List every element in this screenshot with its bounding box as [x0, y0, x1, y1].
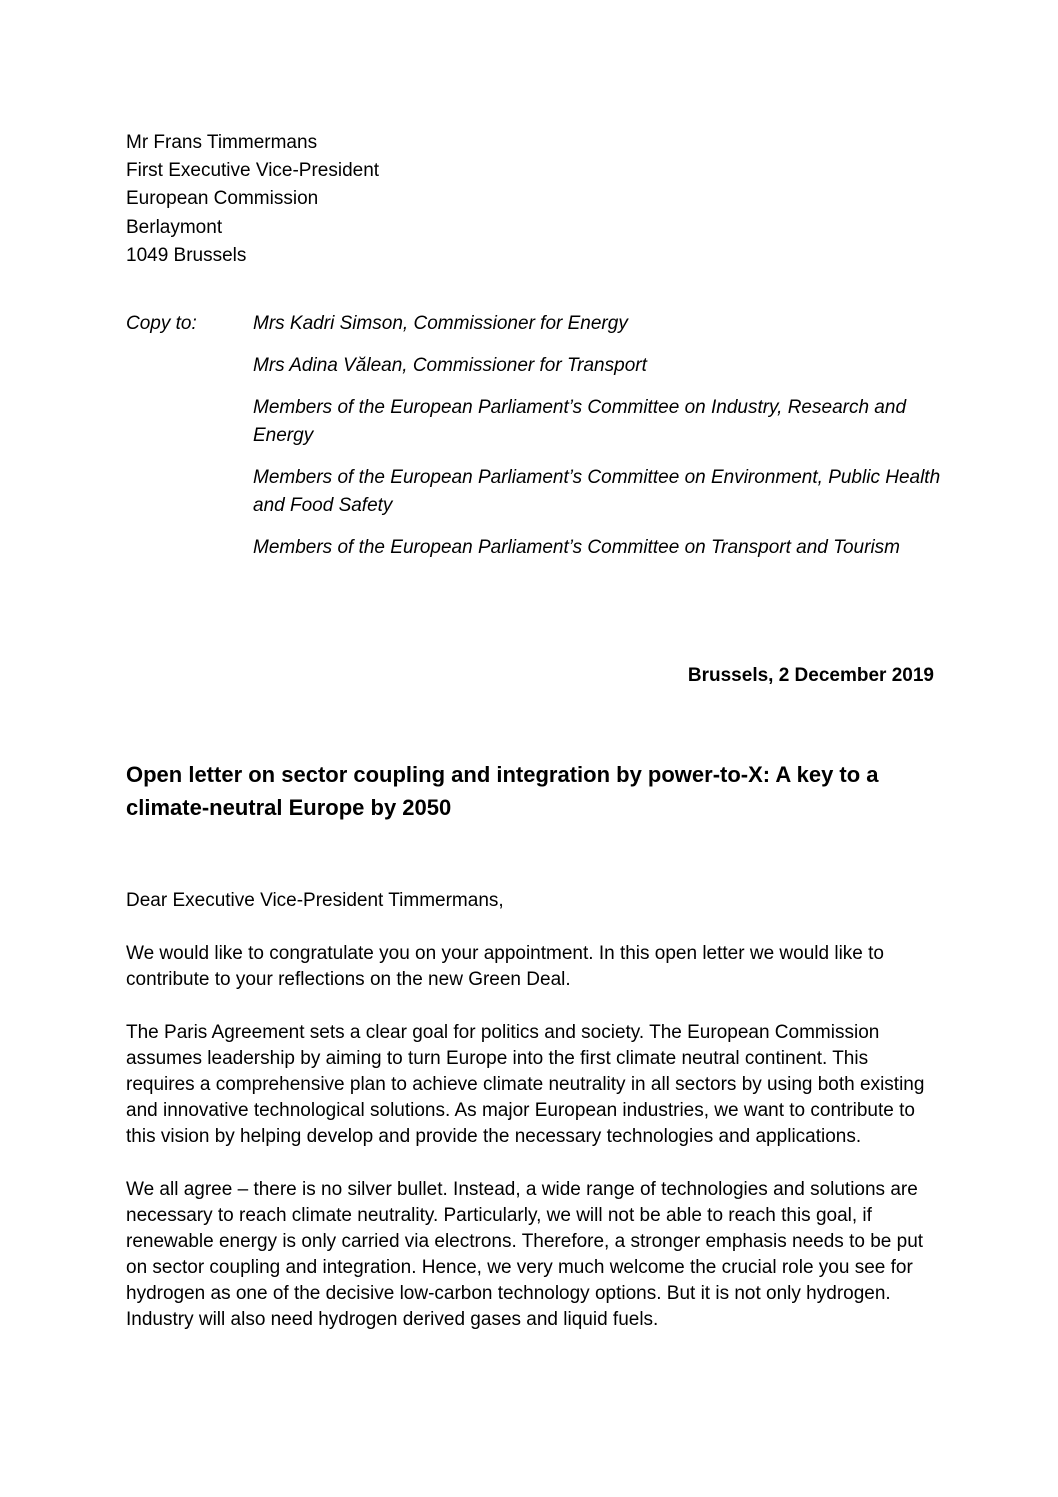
copy-recipient: Mrs Kadri Simson, Commissioner for Energy — [253, 313, 628, 334]
recipient-building: Berlaymont — [126, 216, 223, 238]
copy-recipient: Members of the European Parliament’s Committee on Industry, Research and Energy — [253, 397, 907, 446]
recipient-name: Mr Frans Timmermans — [126, 132, 318, 153]
copy-recipient: Mrs Adina Vălean, Commissioner for Transport — [253, 355, 647, 376]
copy-recipient: Members of the European Parliament’s Committee on Environment, Public Health and Food Safety — [253, 467, 941, 516]
salutation: Dear Executive Vice-President Timmermans, — [126, 890, 504, 911]
recipient-organization: European Commission — [126, 188, 319, 210]
body-paragraph: We all agree – there is no silver bullet. Instead, a wide range of technologies and solutions are necessary to reach climate neutrality. Particularly, we will not be able to reach this goal, if renewable energy is only carried via electrons. Therefore, a stronger emphasis needs to be put on sector coupling and integration. Hence, we very much welcome the crucial role you see for hydrogen as one of the decisive low-carbon technology options. But it is not only hydrogen. Industry will also need hydrogen derived gases and liquid fuels. — [126, 1179, 924, 1330]
letter-subject: Open letter on sector coupling and integration by power-to-X: A key to a climate-neutral Europe by 2050 — [126, 762, 879, 820]
copy-recipient-list — [253, 310, 943, 576]
body-paragraph: We would like to congratulate you on your appointment. In this open letter we would like to contribute to your reflections on the new Green Deal. — [126, 943, 884, 990]
letter-body — [126, 888, 936, 1360]
recipient-address-block — [126, 129, 379, 270]
recipient-city: 1049 Brussels — [126, 244, 247, 266]
body-paragraph: The Paris Agreement sets a clear goal for politics and society. The European Commission assumes leadership by aiming to turn Europe into the first climate neutral continent. This requires a comprehensive plan to achieve climate neutrality in all sectors by using both existing and innovative technological solutions. As major European industries, we want to contribute to this vision by helping develop and provide the necessary technologies and applications. — [126, 1022, 925, 1147]
copy-recipient: Members of the European Parliament’s Committee on Transport and Tourism — [253, 537, 901, 558]
copy-to-label: Copy to: — [126, 313, 197, 334]
recipient-title: First Executive Vice-President — [126, 160, 380, 182]
place-date-line: Brussels, 2 December 2019 — [687, 665, 934, 686]
